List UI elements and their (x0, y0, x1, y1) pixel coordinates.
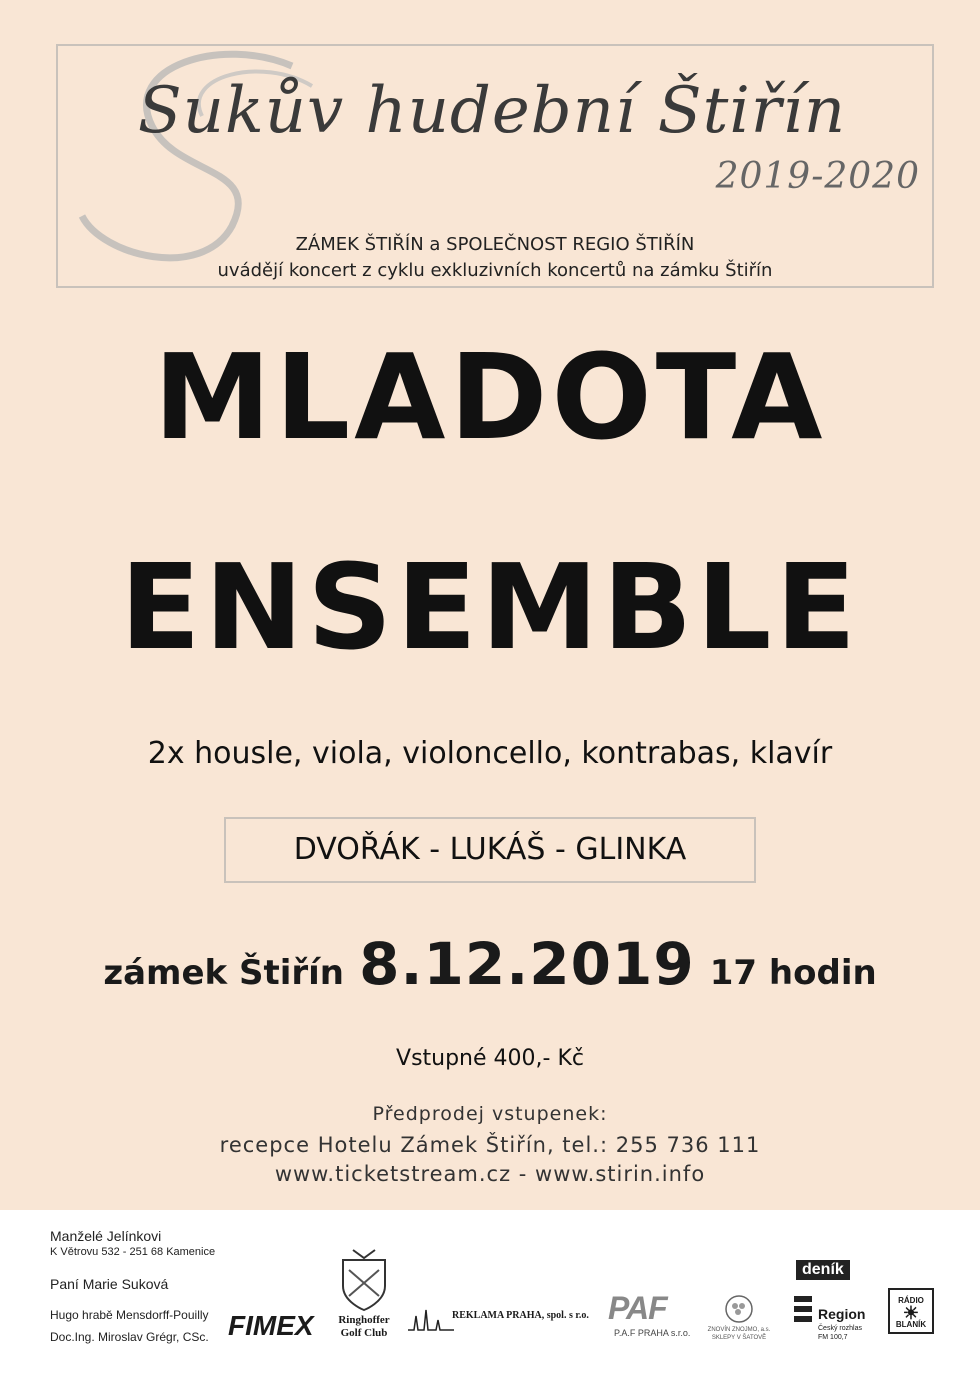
ringhoffer-logo-text (334, 1314, 394, 1340)
znovin-grapes-icon (722, 1294, 756, 1324)
event-time: 17 hodin (709, 953, 877, 993)
paf-subtitle: P.A.F PRAHA s.r.o. (614, 1328, 691, 1338)
znovin-line-1: ZNOVÍN ZNOJMO, a.s. (707, 1327, 771, 1333)
region-sub-2: FM 100,7 (818, 1334, 848, 1341)
blanik-line-2: BLANÍK (895, 1320, 927, 1329)
znovin-line-2: SKLEPY V ŠATOVĚ (711, 1335, 767, 1341)
sponsor-mensdorff: Hugo hrabě Mensdorff-Pouilly (50, 1308, 209, 1322)
event-date: 8.12.2019 (359, 930, 695, 998)
blanik-line-1: RÁDIO (898, 1296, 924, 1305)
blanik-sun-icon: ☀ (902, 1303, 920, 1323)
region-sub-1: Český rozhlas (818, 1325, 862, 1332)
season: 2019-2020 (715, 156, 920, 197)
presenter-line-2: uvádějí koncert z cyklu exkluzivních koncertů na zámku Štiřín (217, 260, 773, 281)
paf-logo: PAF (608, 1290, 667, 1326)
znovin-logo-text (704, 1326, 774, 1342)
presenter-line-1: ZÁMEK ŠTIŘÍN a SPOLEČNOST REGIO ŠTIŘÍN (295, 234, 695, 255)
radio-blanik-logo (888, 1288, 934, 1334)
band-name-line-2: ENSEMBLE (119, 538, 861, 676)
ringhoffer-line-2: Golf Club (340, 1327, 388, 1339)
sponsor-jelinkovi: Manželé Jelínkovi (50, 1228, 162, 1244)
event-datetime (0, 930, 980, 998)
fimex-logo: FIMEX (228, 1310, 314, 1341)
presale-line-2: www.ticketstream.cz - www.stirin.info (274, 1162, 706, 1186)
region-subtitle (818, 1324, 862, 1342)
presale-heading: Předprodej vstupenek: (372, 1103, 608, 1125)
series-title: Sukův hudební Štiřín (137, 74, 847, 148)
reklama-praha-logo: REKLAMA PRAHA, spol. s r.o. (452, 1310, 589, 1321)
composers: DVOŘÁK - LUKÁŠ - GLINKA (224, 817, 756, 883)
cesky-rozhlas-icon (794, 1296, 812, 1322)
region-logo: Region (818, 1306, 866, 1322)
instruments: 2x housle, viola, violoncello, kontrabas, klavír (147, 736, 833, 771)
denik-logo: deník (796, 1260, 850, 1280)
presale-line-1: recepce Hotelu Zámek Štiřín, tel.: 255 736 111 (219, 1133, 761, 1157)
sponsor-sukova: Paní Marie Suková (50, 1276, 169, 1292)
sponsor-jelinkovi-address: K Větrovu 532 - 251 68 Kamenice (50, 1246, 216, 1258)
event-place: zámek Štiřín (103, 953, 345, 993)
ringhoffer-crest-icon (335, 1246, 393, 1314)
ticket-price: Vstupné 400,- Kč (396, 1046, 584, 1071)
band-name-line-1: MLADOTA (153, 328, 827, 466)
sponsor-gregr: Doc.Ing. Miroslav Grégr, CSc. (50, 1330, 209, 1344)
ringhoffer-line-1: Ringhoffer (338, 1314, 390, 1326)
reklama-skyline-icon (408, 1306, 454, 1334)
sponsor-footer (0, 1210, 980, 1386)
